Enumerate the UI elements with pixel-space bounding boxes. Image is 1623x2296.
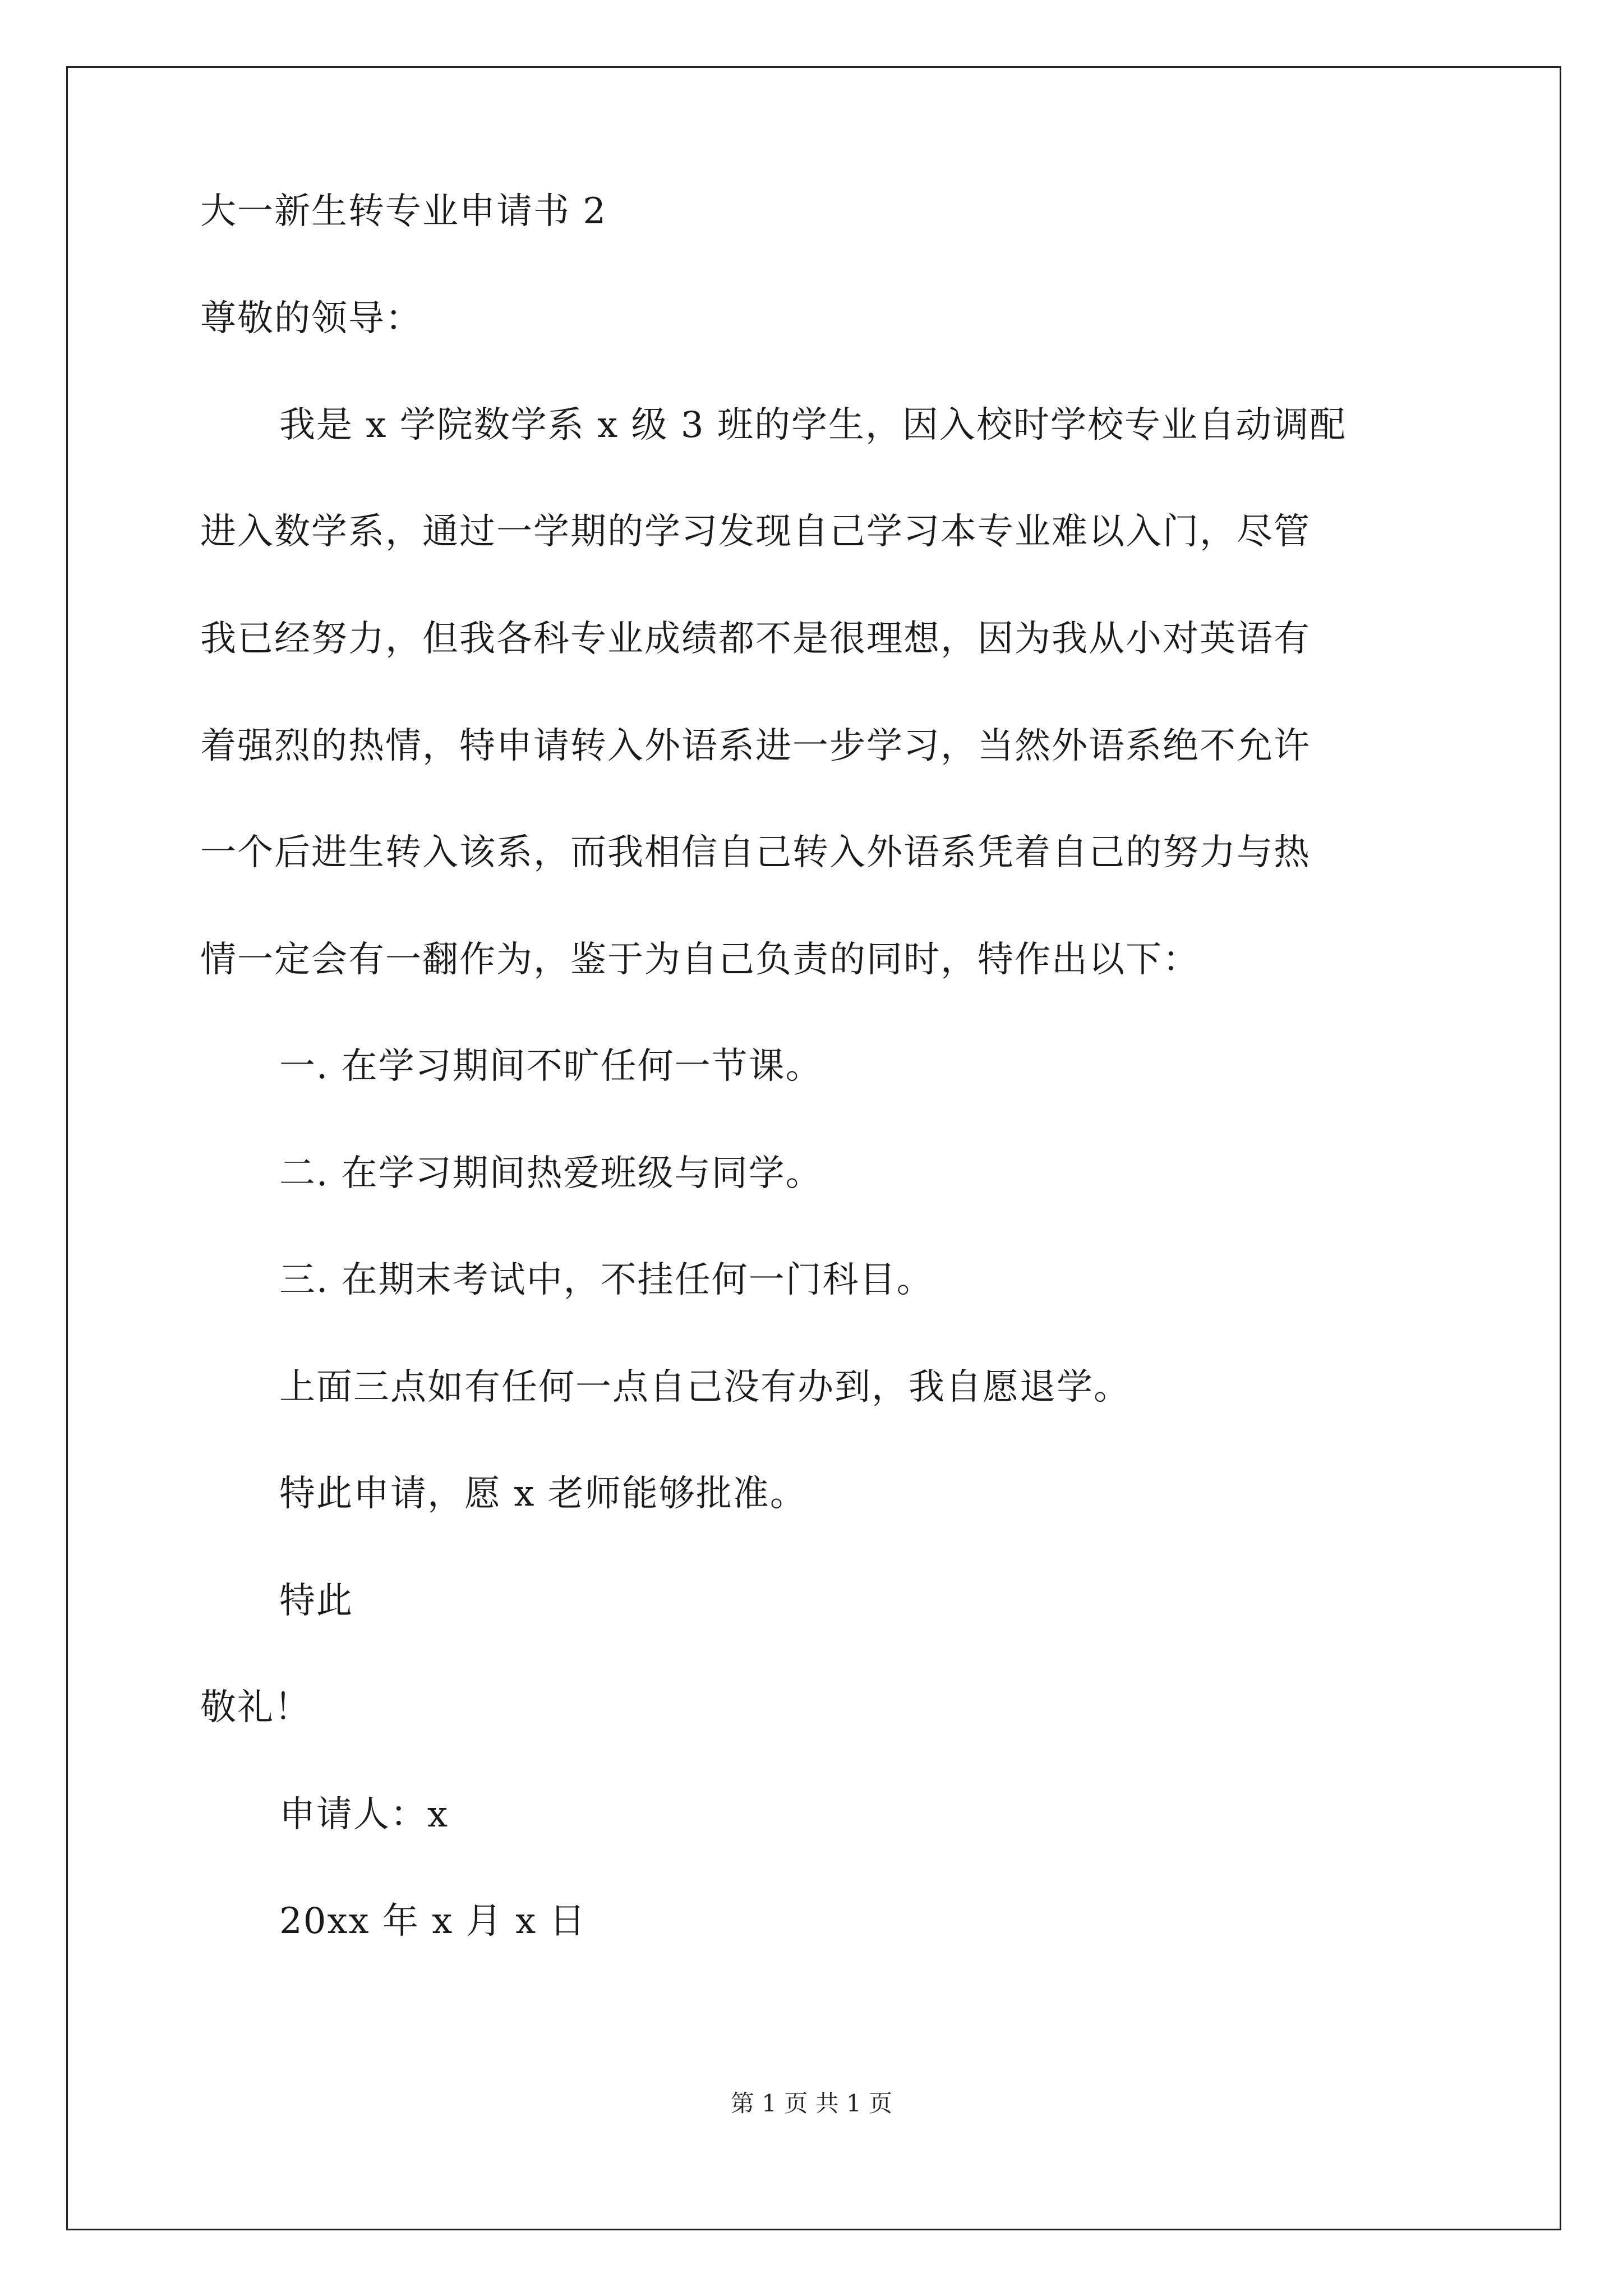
- body-line-3: 我已经努力，但我各科专业成绩都不是很理想，因为我从小对英语有: [200, 618, 1311, 660]
- page-number: 第 1 页 共 1 页: [730, 2090, 893, 2117]
- pledge-3: 三. 在期末考试中，不挂任何一门科目。: [279, 1259, 934, 1301]
- body-line-1: 我是 x 学院数学系 x 级 3 班的学生，因入校时学校专业自动调配: [279, 404, 1347, 446]
- body-line-5: 一个后进生转入该系，而我相信自己转入外语系凭着自己的努力与热: [200, 832, 1311, 873]
- commitment: 上面三点如有任何一点自己没有办到，我自愿退学。: [279, 1366, 1131, 1408]
- salutation: 尊敬的领导：: [200, 298, 422, 339]
- body-line-6: 情一定会有一翻作为，鉴于为自己负责的同时，特作出以下：: [200, 939, 1200, 981]
- request: 特此申请，愿 x 老师能够批准。: [279, 1473, 807, 1515]
- date: 20xx 年 x 月 x 日: [279, 1901, 587, 1942]
- document-title: 大一新生转专业申请书 2: [200, 191, 607, 232]
- body-line-2: 进入数学系，通过一学期的学习发现自己学习本专业难以入门，尽管: [200, 511, 1311, 553]
- pledge-1: 一. 在学习期间不旷任何一节课。: [279, 1046, 823, 1087]
- closing-1: 特此: [279, 1580, 353, 1622]
- pledge-2: 二. 在学习期间热爱班级与同学。: [279, 1153, 823, 1194]
- closing-2: 敬礼！: [200, 1687, 311, 1728]
- body-line-4: 着强烈的热情，特申请转入外语系进一步学习，当然外语系绝不允许: [200, 725, 1311, 767]
- applicant: 申请人：x: [279, 1794, 449, 1835]
